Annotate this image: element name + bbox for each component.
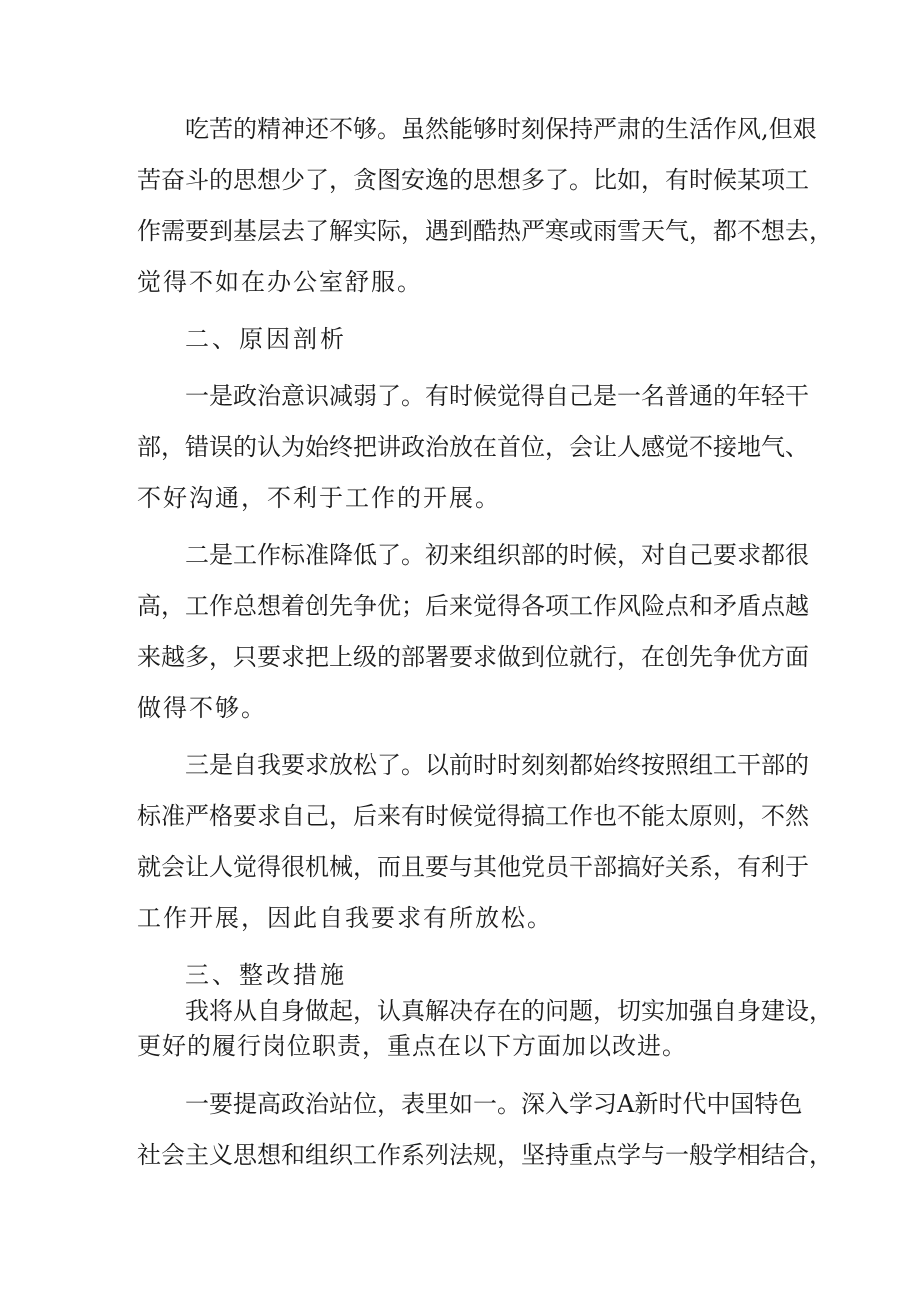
paragraph-1-line-3: 作需要到基层去了解实际，遇到酷热严寒或雨雪天气，都不想去， [137,217,833,245]
paragraph-3-line-3: 来越多，只要求把上级的部署要求做到位就行，在创先争优方面 [137,643,809,671]
section-heading-cause-analysis: 二、原因剖析 [185,325,347,353]
paragraph-6-line-1: 一要提高政治站位，表里如一。深入学习A新时代中国特色 [185,1090,803,1118]
paragraph-4-line-4: 工作开展，因此自我要求有所放松。 [137,904,553,932]
paragraph-1-line-2: 苦奋斗的思想少了，贪图安逸的思想多了。比如，有时候某项工 [137,166,809,194]
paragraph-4-line-2: 标准严格要求自己，后来有时候觉得搞工作也不能太原则，不然 [137,802,809,830]
paragraph-2-line-2: 部，错误的认为始终把讲政治放在首位，会让人感觉不接地气、 [137,433,809,461]
paragraph-4-line-3: 就会让人觉得很机械，而且要与其他党员干部搞好关系，有利于 [137,853,809,881]
paragraph-5-line-2: 更好的履行岗位职责，重点在以下方面加以改进。 [137,1032,687,1060]
paragraph-3-line-4: 做得不够。 [137,694,267,722]
paragraph-1-line-4: 觉得不如在办公室舒服。 [137,268,423,296]
paragraph-1-line-1: 吃苦的精神还不够。虽然能够时刻保持严肃的生活作风,但艰 [185,115,817,143]
paragraph-2-line-1: 一是政治意识减弱了。有时候觉得自己是一名普通的年轻干 [185,382,809,410]
paragraph-5-line-1: 我将从自身做起，认真解决存在的问题，切实加强自身建设， [185,997,833,1025]
paragraph-3-line-2: 高，工作总想着创先争优；后来觉得各项工作风险点和矛盾点越 [137,592,809,620]
paragraph-2-line-3: 不好沟通，不利于工作的开展。 [137,484,501,512]
section-heading-rectification-measures: 三、整改措施 [185,961,347,989]
paragraph-3-line-1: 二是工作标准降低了。初来组织部的时候，对自己要求都很 [185,541,809,569]
paragraph-4-line-1: 三是自我要求放松了。以前时时刻刻都始终按照组工干部的 [185,751,809,779]
paragraph-6-line-2: 社会主义思想和组织工作系列法规，坚持重点学与一般学相结合， [137,1141,833,1169]
